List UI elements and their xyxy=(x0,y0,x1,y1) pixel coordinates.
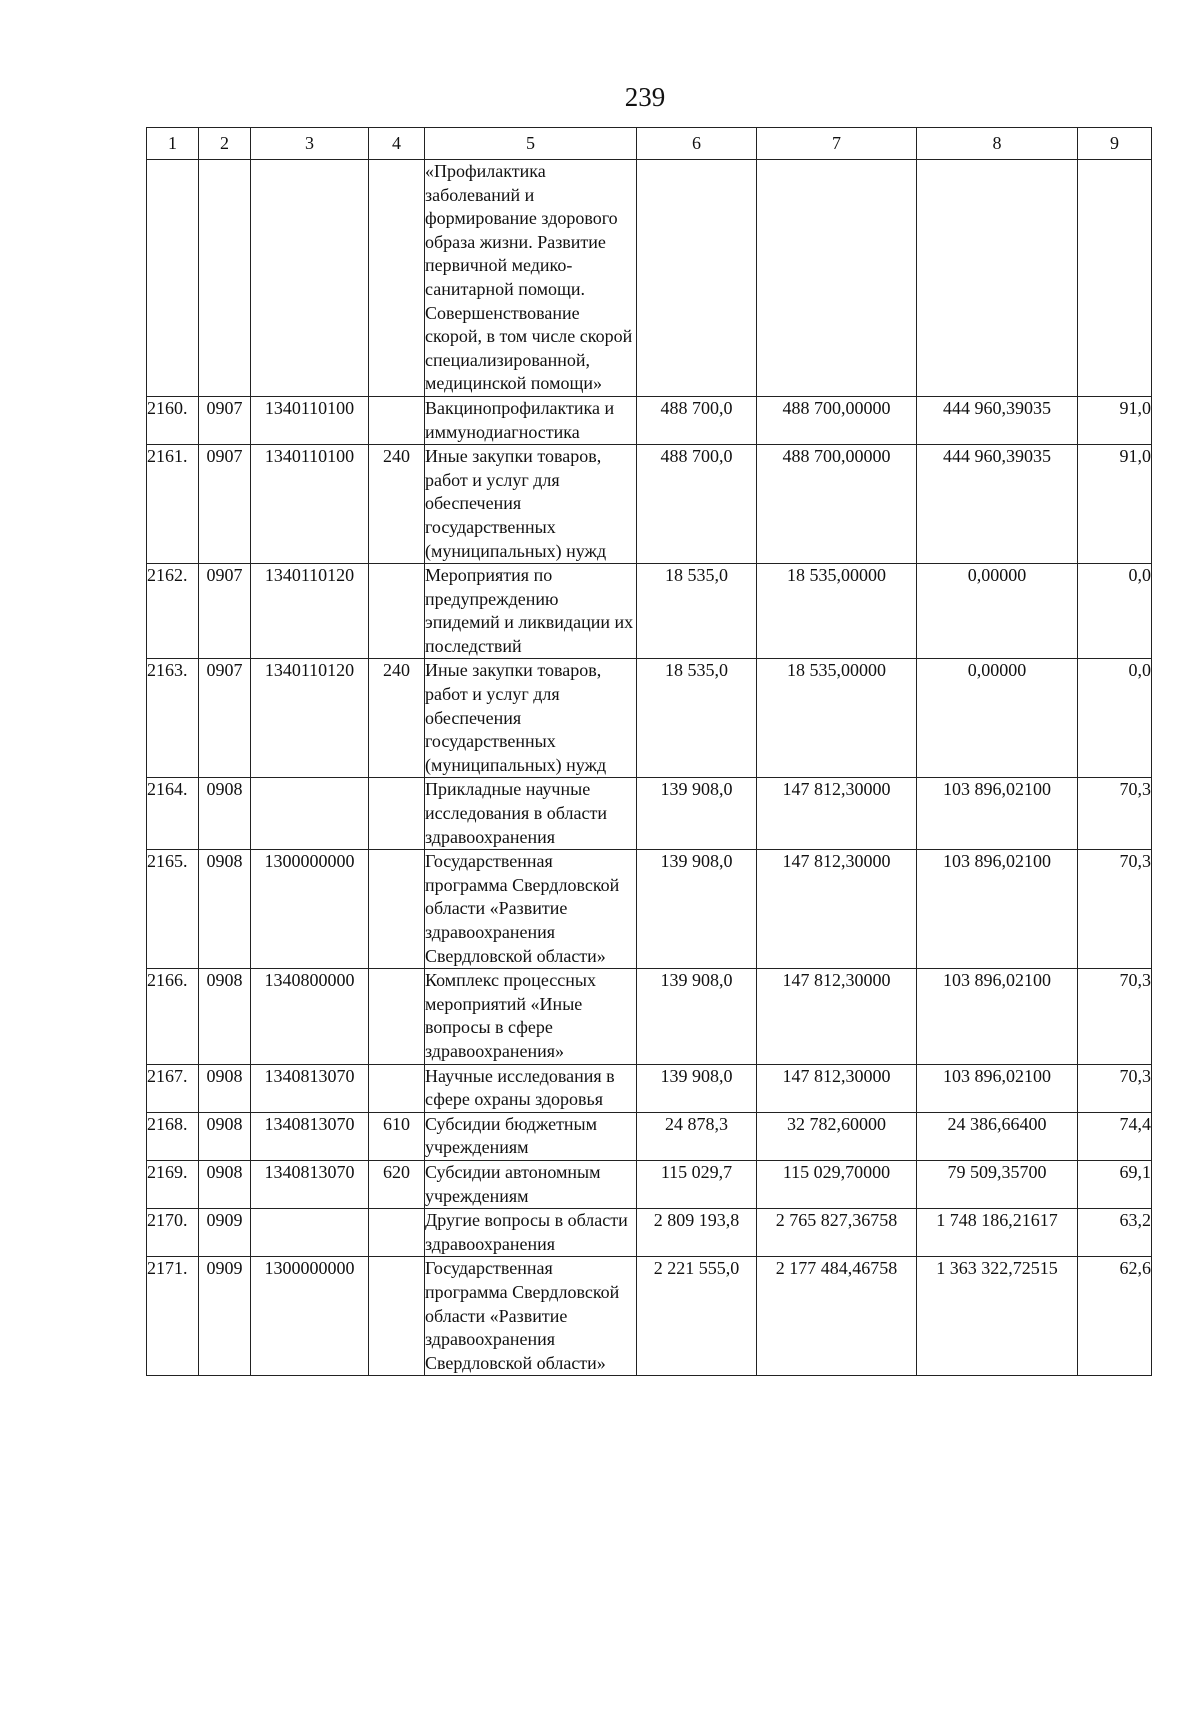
item-name-text: Государственная программа Свердловской области «Развитие здравоохранения Свердловской области» xyxy=(425,851,620,966)
section-code-cell: 0907 xyxy=(199,659,251,778)
target-article-cell: 1340813070 xyxy=(251,1112,369,1160)
item-name-cell xyxy=(425,969,637,1064)
table-row xyxy=(147,1064,1152,1112)
approved-amount-cell: 139 908,0 xyxy=(637,850,757,969)
table-row xyxy=(147,778,1152,850)
executed-amount-cell: 103 896,02100 xyxy=(917,969,1078,1064)
item-name-cell xyxy=(425,659,637,778)
item-name-text: Иные закупки товаров, работ и услуг для обеспечения государственных (муниципальных) нужд xyxy=(425,660,607,775)
executed-amount-cell: 103 896,02100 xyxy=(917,850,1078,969)
expense-type-cell: 610 xyxy=(369,1112,425,1160)
expense-type-cell xyxy=(369,564,425,659)
section-code-cell xyxy=(199,160,251,397)
refined-amount-cell: 18 535,00000 xyxy=(757,659,917,778)
target-article-cell: 1340800000 xyxy=(251,969,369,1064)
budget-table xyxy=(146,127,1152,1376)
expense-type-cell xyxy=(369,1257,425,1376)
executed-amount-cell: 444 960,39035 xyxy=(917,445,1078,564)
execution-percent-cell: 62,6 xyxy=(1078,1257,1152,1376)
target-article-cell: 1340110120 xyxy=(251,564,369,659)
table-row xyxy=(147,1257,1152,1376)
item-name-cell xyxy=(425,1160,637,1208)
approved-amount-cell: 18 535,0 xyxy=(637,659,757,778)
column-header: 4 xyxy=(369,128,425,160)
table-row xyxy=(147,1160,1152,1208)
section-code-cell: 0908 xyxy=(199,850,251,969)
approved-amount-cell: 139 908,0 xyxy=(637,1064,757,1112)
execution-percent-cell: 70,3 xyxy=(1078,778,1152,850)
item-name-text: Субсидии автономным учреждениям xyxy=(425,1161,601,1206)
execution-percent-cell: 70,3 xyxy=(1078,850,1152,969)
approved-amount-cell: 115 029,7 xyxy=(637,1160,757,1208)
refined-amount-cell xyxy=(757,160,917,397)
refined-amount-cell: 32 782,60000 xyxy=(757,1112,917,1160)
column-header: 9 xyxy=(1078,128,1152,160)
row-number-cell: 2163. xyxy=(147,659,199,778)
item-name-cell xyxy=(425,778,637,850)
column-header: 8 xyxy=(917,128,1078,160)
target-article-cell: 1340110120 xyxy=(251,659,369,778)
row-number-cell: 2171. xyxy=(147,1257,199,1376)
page-number: 239 xyxy=(624,82,666,112)
executed-amount-cell: 444 960,39035 xyxy=(917,396,1078,444)
table-row xyxy=(147,1209,1152,1257)
expense-type-cell xyxy=(369,1209,425,1257)
table-row xyxy=(147,396,1152,444)
execution-percent-cell: 91,0 xyxy=(1078,396,1152,444)
table-row xyxy=(147,659,1152,778)
approved-amount-cell: 488 700,0 xyxy=(637,396,757,444)
section-code-cell: 0907 xyxy=(199,445,251,564)
approved-amount-cell: 2 809 193,8 xyxy=(637,1209,757,1257)
target-article-cell: 1340813070 xyxy=(251,1160,369,1208)
row-number-cell: 2161. xyxy=(147,445,199,564)
row-number-cell: 2167. xyxy=(147,1064,199,1112)
section-code-cell: 0907 xyxy=(199,564,251,659)
expense-type-cell xyxy=(369,850,425,969)
item-name-text: Комплекс процессных мероприятий «Иные вопросы в сфере здравоохранения» xyxy=(425,970,596,1061)
expense-type-cell xyxy=(369,778,425,850)
item-name-text: Научные исследования в сфере охраны здоровья xyxy=(425,1065,615,1110)
target-article-cell: 1300000000 xyxy=(251,1257,369,1376)
item-name-text: Государственная программа Свердловской области «Развитие здравоохранения Свердловской области» xyxy=(425,1258,620,1373)
item-name-text: Вакцинопрофилактика и иммунодиагностика xyxy=(425,397,615,442)
executed-amount-cell: 103 896,02100 xyxy=(917,1064,1078,1112)
column-header: 5 xyxy=(425,128,637,160)
refined-amount-cell: 115 029,70000 xyxy=(757,1160,917,1208)
row-number-cell: 2162. xyxy=(147,564,199,659)
refined-amount-cell: 147 812,30000 xyxy=(757,969,917,1064)
table-row xyxy=(147,969,1152,1064)
table-body xyxy=(147,160,1152,1376)
row-number-cell: 2164. xyxy=(147,778,199,850)
item-name-cell xyxy=(425,564,637,659)
row-number-cell: 2168. xyxy=(147,1112,199,1160)
refined-amount-cell: 147 812,30000 xyxy=(757,850,917,969)
execution-percent-cell: 0,0 xyxy=(1078,564,1152,659)
execution-percent-cell: 74,4 xyxy=(1078,1112,1152,1160)
refined-amount-cell: 2 177 484,46758 xyxy=(757,1257,917,1376)
execution-percent-cell: 69,1 xyxy=(1078,1160,1152,1208)
item-name-cell xyxy=(425,1257,637,1376)
approved-amount-cell xyxy=(637,160,757,397)
section-code-cell: 0908 xyxy=(199,778,251,850)
target-article-cell: 1340110100 xyxy=(251,445,369,564)
section-code-cell: 0908 xyxy=(199,1160,251,1208)
refined-amount-cell: 488 700,00000 xyxy=(757,396,917,444)
row-number-cell: 2170. xyxy=(147,1209,199,1257)
executed-amount-cell: 1 363 322,72515 xyxy=(917,1257,1078,1376)
column-header: 6 xyxy=(637,128,757,160)
approved-amount-cell: 139 908,0 xyxy=(637,969,757,1064)
section-code-cell: 0908 xyxy=(199,969,251,1064)
refined-amount-cell: 488 700,00000 xyxy=(757,445,917,564)
execution-percent-cell: 0,0 xyxy=(1078,659,1152,778)
expense-type-cell: 240 xyxy=(369,659,425,778)
table-row xyxy=(147,1112,1152,1160)
approved-amount-cell: 18 535,0 xyxy=(637,564,757,659)
column-header: 2 xyxy=(199,128,251,160)
table-row xyxy=(147,160,1152,397)
item-name-cell xyxy=(425,1064,637,1112)
refined-amount-cell: 2 765 827,36758 xyxy=(757,1209,917,1257)
item-name-text: Прикладные научные исследования в области здравоохранения xyxy=(425,779,607,847)
row-number-cell: 2165. xyxy=(147,850,199,969)
approved-amount-cell: 488 700,0 xyxy=(637,445,757,564)
expense-type-cell: 620 xyxy=(369,1160,425,1208)
expense-type-cell xyxy=(369,160,425,397)
target-article-cell xyxy=(251,1209,369,1257)
row-number-cell: 2166. xyxy=(147,969,199,1064)
execution-percent-cell xyxy=(1078,160,1152,397)
execution-percent-cell: 63,2 xyxy=(1078,1209,1152,1257)
item-name-cell xyxy=(425,445,637,564)
executed-amount-cell: 79 509,35700 xyxy=(917,1160,1078,1208)
column-header: 1 xyxy=(147,128,199,160)
approved-amount-cell: 139 908,0 xyxy=(637,778,757,850)
executed-amount-cell: 0,00000 xyxy=(917,659,1078,778)
item-name-cell xyxy=(425,160,637,397)
executed-amount-cell: 103 896,02100 xyxy=(917,778,1078,850)
item-name-cell xyxy=(425,1209,637,1257)
item-name-text: Мероприятия по предупреждению эпидемий и ликвидации их последствий xyxy=(425,565,634,656)
row-number-cell: 2160. xyxy=(147,396,199,444)
execution-percent-cell: 91,0 xyxy=(1078,445,1152,564)
target-article-cell xyxy=(251,778,369,850)
executed-amount-cell: 1 748 186,21617 xyxy=(917,1209,1078,1257)
item-name-cell xyxy=(425,1112,637,1160)
executed-amount-cell xyxy=(917,160,1078,397)
section-code-cell: 0908 xyxy=(199,1112,251,1160)
refined-amount-cell: 147 812,30000 xyxy=(757,778,917,850)
refined-amount-cell: 18 535,00000 xyxy=(757,564,917,659)
expense-type-cell: 240 xyxy=(369,445,425,564)
refined-amount-cell: 147 812,30000 xyxy=(757,1064,917,1112)
target-article-cell: 1300000000 xyxy=(251,850,369,969)
table-row xyxy=(147,445,1152,564)
target-article-cell: 1340813070 xyxy=(251,1064,369,1112)
executed-amount-cell: 0,00000 xyxy=(917,564,1078,659)
column-header: 7 xyxy=(757,128,917,160)
execution-percent-cell: 70,3 xyxy=(1078,1064,1152,1112)
section-code-cell: 0908 xyxy=(199,1064,251,1112)
target-article-cell xyxy=(251,160,369,397)
expense-type-cell xyxy=(369,1064,425,1112)
approved-amount-cell: 2 221 555,0 xyxy=(637,1257,757,1376)
approved-amount-cell: 24 878,3 xyxy=(637,1112,757,1160)
section-code-cell: 0909 xyxy=(199,1209,251,1257)
table-row xyxy=(147,564,1152,659)
item-name-text: «Профилактика заболеваний и формирование здорового образа жизни. Развитие первичной медико-санитарной помощи. Совершенствование скорой, в том числе скорой специализированной, медицинской помощи» xyxy=(425,161,633,394)
item-name-text: Субсидии бюджетным учреждениям xyxy=(425,1113,598,1158)
item-name-cell xyxy=(425,396,637,444)
target-article-cell: 1340110100 xyxy=(251,396,369,444)
row-number-cell xyxy=(147,160,199,397)
expense-type-cell xyxy=(369,396,425,444)
expense-type-cell xyxy=(369,969,425,1064)
column-header: 3 xyxy=(251,128,369,160)
item-name-text: Другие вопросы в области здравоохранения xyxy=(425,1210,628,1254)
execution-percent-cell: 70,3 xyxy=(1078,969,1152,1064)
table-row xyxy=(147,850,1152,969)
section-code-cell: 0909 xyxy=(199,1257,251,1376)
item-name-cell xyxy=(425,850,637,969)
item-name-text: Иные закупки товаров, работ и услуг для обеспечения государственных (муниципальных) нужд xyxy=(425,446,607,561)
row-number-cell: 2169. xyxy=(147,1160,199,1208)
table-header-row xyxy=(147,128,1152,160)
section-code-cell: 0907 xyxy=(199,396,251,444)
executed-amount-cell: 24 386,66400 xyxy=(917,1112,1078,1160)
